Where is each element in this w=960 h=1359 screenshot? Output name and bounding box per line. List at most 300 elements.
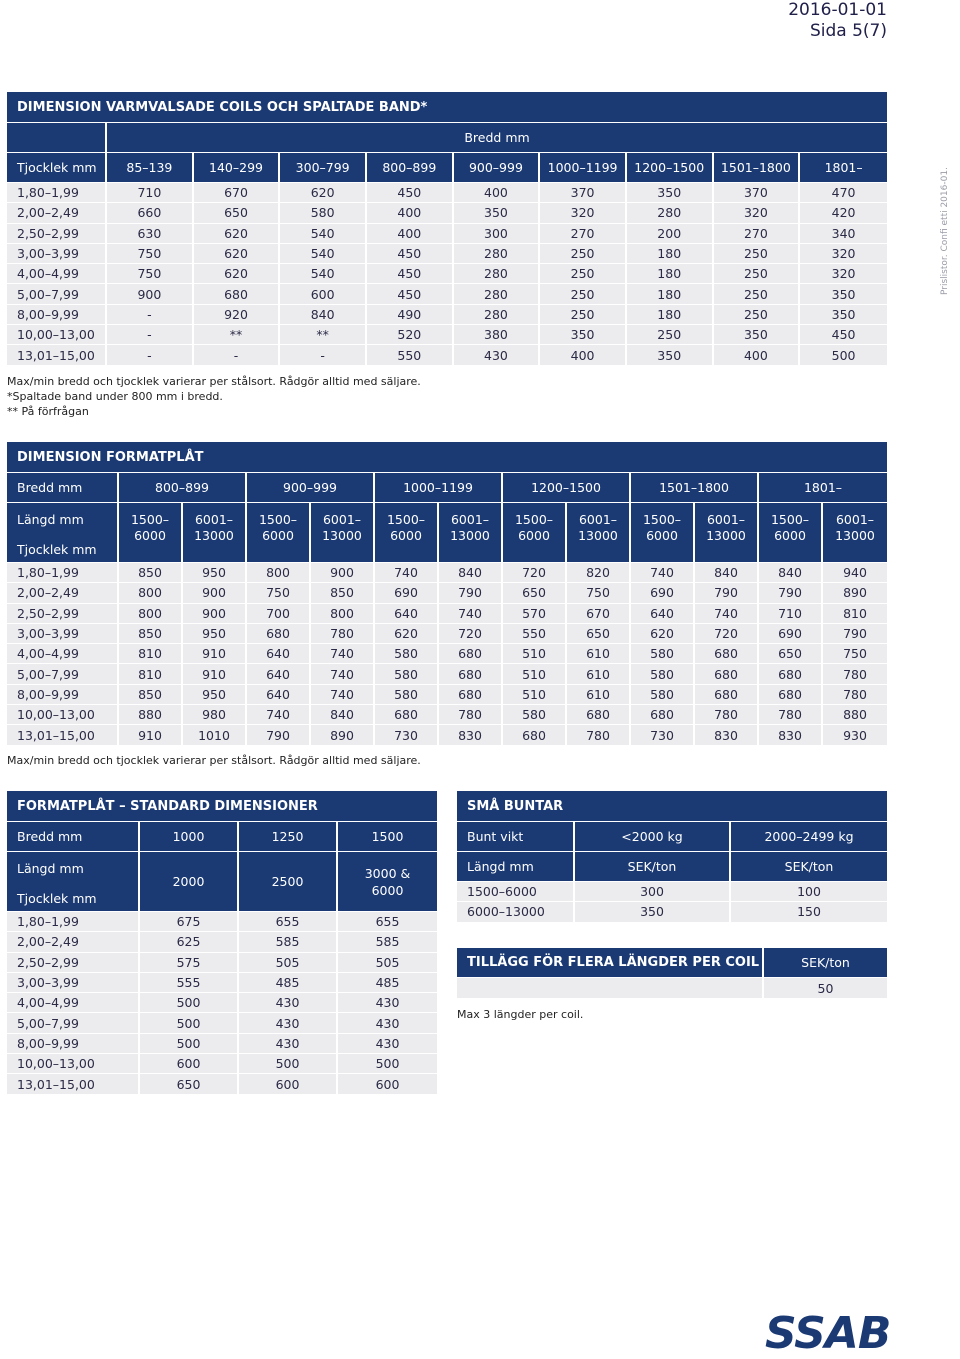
row-thickness: 2,00–2,49 — [7, 932, 140, 952]
sma-col: 2000–2499 kg — [731, 822, 887, 852]
table-cell: 630 — [107, 224, 194, 244]
table-cell: 790 — [247, 725, 311, 745]
coils-col-header: 800–899 — [367, 153, 454, 183]
table-cell: 270 — [540, 224, 627, 244]
table-cell: 350 — [800, 305, 887, 325]
row-length: 6000–13000 — [457, 902, 575, 922]
table-cell: 500 — [140, 1013, 239, 1033]
table-cell: 620 — [631, 624, 695, 644]
table-cell: 850 — [119, 563, 183, 583]
table-row — [7, 644, 887, 664]
row-thickness: 2,50–2,99 — [7, 604, 119, 624]
table-cell: 580 — [280, 203, 367, 223]
coils-col-header: 140–299 — [194, 153, 281, 183]
table-cell: ** — [194, 325, 281, 345]
table-cell: 550 — [503, 624, 567, 644]
coils-title: DIMENSION VARMVALSADE COILS OCH SPALTADE BAND* — [7, 92, 887, 122]
table-cell: 350 — [714, 325, 801, 345]
coils-col-header: 300–799 — [280, 153, 367, 183]
page-header — [788, 0, 887, 42]
table-row — [7, 953, 437, 973]
table-cell: 600 — [280, 284, 367, 304]
table-cell: 620 — [194, 264, 281, 284]
fp-bredd-group: 900–999 — [247, 473, 375, 503]
coils-note-2: *Spaltade band under 800 mm i bredd. — [7, 390, 223, 403]
table-cell: 730 — [631, 725, 695, 745]
fp-langd-col: 1500– 6000 — [631, 503, 695, 563]
table-row — [7, 1074, 437, 1094]
std-tjocklek-label: Tjocklek mm — [17, 891, 97, 906]
ssab-logo: SSAB — [765, 1308, 891, 1359]
table-cell: 100 — [731, 882, 887, 902]
table-row — [7, 345, 887, 365]
fp-langd-col: 6001– 13000 — [567, 503, 631, 563]
sma-bunt-label: Bunt vikt — [457, 822, 575, 852]
row-length: 1500–6000 — [457, 882, 575, 902]
table-cell: 680 — [695, 685, 759, 705]
table-cell: 300 — [454, 224, 541, 244]
table-cell: 280 — [454, 305, 541, 325]
table-cell: 880 — [119, 705, 183, 725]
fp-bredd-group: 1000–1199 — [375, 473, 503, 503]
table-cell: 180 — [627, 284, 714, 304]
table-cell: 900 — [183, 583, 247, 603]
table-cell: 150 — [731, 902, 887, 922]
table-row — [7, 664, 887, 684]
table-row — [457, 882, 887, 902]
till-value-row — [457, 978, 887, 999]
table-cell: 680 — [439, 644, 503, 664]
table-cell: - — [107, 345, 194, 365]
table-cell: 680 — [759, 664, 823, 684]
table-cell: 250 — [714, 284, 801, 304]
fp-bredd-group: 1501–1800 — [631, 473, 759, 503]
table-cell: 400 — [367, 203, 454, 223]
table-cell: 585 — [338, 932, 437, 952]
sma-langd-label: Längd mm — [457, 852, 575, 882]
table-cell: 740 — [695, 604, 759, 624]
table-cell: 540 — [280, 244, 367, 264]
table-cell: 470 — [800, 183, 887, 203]
table-cell: 350 — [454, 203, 541, 223]
fp-langd-col: 6001– 13000 — [439, 503, 503, 563]
side-text: Prislistor. Conﬁ etti 2016-01. — [940, 167, 950, 295]
table-row — [7, 305, 887, 325]
fp-langd-col: 1500– 6000 — [759, 503, 823, 563]
table-cell: 485 — [239, 973, 338, 993]
table-cell: 610 — [567, 644, 631, 664]
table-cell: 655 — [239, 912, 338, 932]
table-cell: 505 — [239, 953, 338, 973]
standard-title: FORMATPLÅT – STANDARD DIMENSIONER — [7, 791, 437, 821]
table-cell: 320 — [800, 264, 887, 284]
table-cell: 450 — [367, 264, 454, 284]
table-cell: 750 — [823, 644, 887, 664]
table-cell: 320 — [800, 244, 887, 264]
std-langd-col: 3000 & 6000 — [338, 852, 437, 912]
table-cell: 640 — [247, 664, 311, 684]
table-cell: 900 — [311, 563, 375, 583]
table-cell: 280 — [454, 284, 541, 304]
table-cell: 350 — [540, 325, 627, 345]
table-row — [7, 725, 887, 745]
fp-bredd-group: 1801– — [759, 473, 887, 503]
sma-unit: SEK/ton — [731, 852, 887, 882]
table-cell: 710 — [107, 183, 194, 203]
table-cell: 750 — [567, 583, 631, 603]
std-bredd-col: 1250 — [239, 822, 338, 852]
sma-col: <2000 kg — [575, 822, 731, 852]
sma-table — [457, 822, 887, 923]
table-cell: 620 — [194, 224, 281, 244]
table-row — [7, 183, 887, 203]
table-cell: 690 — [759, 624, 823, 644]
table-cell: 350 — [627, 345, 714, 365]
table-cell: 800 — [311, 604, 375, 624]
table-cell: 740 — [311, 664, 375, 684]
fp-langd-col: 1500– 6000 — [119, 503, 183, 563]
row-thickness: 3,00–3,99 — [7, 624, 119, 644]
table-cell: 790 — [695, 583, 759, 603]
table-row — [7, 583, 887, 603]
table-cell: 420 — [800, 203, 887, 223]
table-cell: 580 — [375, 664, 439, 684]
table-cell: 680 — [439, 664, 503, 684]
table-cell: 510 — [503, 644, 567, 664]
coils-col-header: 85–139 — [107, 153, 194, 183]
coils-col-header: 1200–1500 — [627, 153, 714, 183]
table-cell: 450 — [367, 244, 454, 264]
table-cell: 1010 — [183, 725, 247, 745]
table-cell: 500 — [140, 1034, 239, 1054]
table-cell: 575 — [140, 953, 239, 973]
table-cell: 600 — [338, 1074, 437, 1094]
coils-col-header: 1501–1800 — [714, 153, 801, 183]
table-cell: 680 — [503, 725, 567, 745]
table-cell: 710 — [759, 604, 823, 624]
table-cell: 740 — [311, 644, 375, 664]
sma-unit: SEK/ton — [575, 852, 731, 882]
table-row — [7, 325, 887, 345]
table-row — [7, 203, 887, 223]
table-cell: 850 — [311, 583, 375, 603]
table-cell: 620 — [194, 244, 281, 264]
table-cell: 680 — [759, 685, 823, 705]
table-cell: 730 — [375, 725, 439, 745]
table-cell: 670 — [194, 183, 281, 203]
table-cell: 910 — [183, 664, 247, 684]
table-cell: 780 — [695, 705, 759, 725]
table-cell: 450 — [367, 284, 454, 304]
table-cell: 810 — [823, 604, 887, 624]
header-date: 2016-01-01 — [788, 0, 887, 20]
table-row — [7, 563, 887, 583]
tillagg-title: TILLÄGG FÖR FLERA LÄNGDER PER COIL — [457, 948, 764, 978]
table-cell: 320 — [540, 203, 627, 223]
table-row — [7, 685, 887, 705]
table-cell: 580 — [375, 685, 439, 705]
row-thickness: 8,00–9,99 — [7, 305, 107, 325]
table-cell: 370 — [714, 183, 801, 203]
coils-tjocklek-label: Tjocklek mm — [7, 153, 107, 183]
row-thickness: 13,01–15,00 — [7, 345, 107, 365]
table-cell: 600 — [140, 1054, 239, 1074]
table-cell: 570 — [503, 604, 567, 624]
table-row — [7, 993, 437, 1013]
table-cell: - — [107, 325, 194, 345]
table-cell: 950 — [183, 624, 247, 644]
table-row — [7, 705, 887, 725]
fp-langd-col: 6001– 13000 — [695, 503, 759, 563]
row-thickness: 8,00–9,99 — [7, 1034, 140, 1054]
table-cell: 830 — [695, 725, 759, 745]
coils-table — [7, 123, 887, 366]
table-cell: 790 — [823, 624, 887, 644]
table-cell: 840 — [439, 563, 503, 583]
table-cell: 250 — [540, 244, 627, 264]
table-cell: 555 — [140, 973, 239, 993]
std-bredd-row — [7, 822, 437, 852]
table-cell: 600 — [239, 1074, 338, 1094]
fp-langd-col: 1500– 6000 — [375, 503, 439, 563]
table-cell: 380 — [454, 325, 541, 345]
table-cell: 430 — [239, 993, 338, 1013]
table-cell: 900 — [107, 284, 194, 304]
table-cell: 820 — [567, 563, 631, 583]
table-cell: 720 — [439, 624, 503, 644]
table-cell: 830 — [759, 725, 823, 745]
table-cell: 640 — [375, 604, 439, 624]
table-cell: 650 — [194, 203, 281, 223]
table-cell: 400 — [540, 345, 627, 365]
table-cell: 780 — [567, 725, 631, 745]
table-cell: 720 — [695, 624, 759, 644]
table-cell: 810 — [119, 664, 183, 684]
table-cell: 400 — [454, 183, 541, 203]
coils-header-row — [7, 153, 887, 183]
table-cell: 740 — [375, 563, 439, 583]
tillagg-table — [457, 948, 887, 999]
row-thickness: 10,00–13,00 — [7, 705, 119, 725]
fp-langd-label: Längd mm — [17, 512, 84, 527]
table-cell: 250 — [714, 244, 801, 264]
table-row — [7, 932, 437, 952]
std-bredd-col: 1000 — [140, 822, 239, 852]
table-cell: 740 — [439, 604, 503, 624]
std-langd-col: 2000 — [140, 852, 239, 912]
formatplat-title: DIMENSION FORMATPLÅT — [7, 442, 887, 472]
table-cell: 650 — [567, 624, 631, 644]
table-cell: 500 — [239, 1054, 338, 1074]
table-cell: 780 — [311, 624, 375, 644]
table-cell: 740 — [311, 685, 375, 705]
sma-langd-row — [457, 852, 887, 882]
fp-langd-tjocklek — [7, 503, 119, 563]
table-cell: 640 — [247, 685, 311, 705]
coils-bredd-row — [7, 123, 887, 153]
table-cell: 180 — [627, 264, 714, 284]
table-cell: 790 — [759, 583, 823, 603]
table-cell: 400 — [714, 345, 801, 365]
table-cell: 780 — [439, 705, 503, 725]
std-bredd-label: Bredd mm — [7, 822, 140, 852]
fp-tjocklek-label: Tjocklek mm — [17, 542, 97, 557]
table-cell: 840 — [695, 563, 759, 583]
row-thickness: 5,00–7,99 — [7, 664, 119, 684]
table-cell: 940 — [823, 563, 887, 583]
table-row — [7, 244, 887, 264]
table-cell: 280 — [627, 203, 714, 223]
table-cell: 180 — [627, 244, 714, 264]
table-cell: 850 — [119, 624, 183, 644]
coils-col-header: 1000–1199 — [540, 153, 627, 183]
table-cell: 250 — [540, 284, 627, 304]
table-cell: 200 — [627, 224, 714, 244]
till-header-row — [457, 948, 887, 978]
table-cell: 650 — [503, 583, 567, 603]
table-cell: 800 — [119, 583, 183, 603]
table-cell: 830 — [439, 725, 503, 745]
table-cell: 840 — [759, 563, 823, 583]
table-cell: 930 — [823, 725, 887, 745]
table-row — [7, 1054, 437, 1074]
fp-langd-col: 6001– 13000 — [311, 503, 375, 563]
table-cell: 340 — [800, 224, 887, 244]
table-cell: 350 — [575, 902, 731, 922]
table-row — [7, 1034, 437, 1054]
table-cell: 740 — [247, 705, 311, 725]
table-cell: 580 — [631, 644, 695, 664]
row-thickness: 10,00–13,00 — [7, 1054, 140, 1074]
row-thickness: 2,50–2,99 — [7, 953, 140, 973]
table-cell: 180 — [627, 305, 714, 325]
row-thickness: 8,00–9,99 — [7, 685, 119, 705]
table-row — [7, 224, 887, 244]
table-row — [7, 604, 887, 624]
table-cell: 640 — [631, 604, 695, 624]
table-cell: 890 — [823, 583, 887, 603]
coils-note-3: ** På förfrågan — [7, 405, 89, 418]
table-cell: 430 — [454, 345, 541, 365]
table-cell: 430 — [239, 1034, 338, 1054]
table-cell: 950 — [183, 685, 247, 705]
coils-col-header: 900–999 — [454, 153, 541, 183]
table-cell: 700 — [247, 604, 311, 624]
table-cell: 620 — [375, 624, 439, 644]
table-cell: 510 — [503, 685, 567, 705]
row-thickness: 4,00–4,99 — [7, 644, 119, 664]
formatplat-table — [7, 473, 887, 746]
table-cell: 680 — [247, 624, 311, 644]
sma-title: SMÅ BUNTAR — [457, 791, 887, 821]
row-thickness: 4,00–4,99 — [7, 264, 107, 284]
table-cell: 750 — [107, 244, 194, 264]
table-cell: 680 — [375, 705, 439, 725]
table-cell: 850 — [119, 685, 183, 705]
table-cell: 910 — [183, 644, 247, 664]
table-cell: 660 — [107, 203, 194, 223]
table-row — [7, 264, 887, 284]
table-cell: 430 — [338, 1034, 437, 1054]
row-thickness: 1,80–1,99 — [7, 183, 107, 203]
table-cell: 655 — [338, 912, 437, 932]
table-row — [7, 624, 887, 644]
table-cell: 430 — [338, 993, 437, 1013]
coils-notes — [7, 374, 421, 419]
table-cell: 540 — [280, 264, 367, 284]
table-cell: 750 — [247, 583, 311, 603]
fp-bredd-label: Bredd mm — [7, 473, 119, 503]
row-thickness: 5,00–7,99 — [7, 1013, 140, 1033]
formatplat-note: Max/min bredd och tjocklek varierar per stålsort. Rådgör alltid med säljare. — [7, 754, 421, 767]
table-cell: 500 — [140, 993, 239, 1013]
row-thickness: 5,00–7,99 — [7, 284, 107, 304]
table-cell: - — [194, 345, 281, 365]
row-thickness: 2,00–2,49 — [7, 583, 119, 603]
table-cell: 800 — [247, 563, 311, 583]
table-cell: 350 — [800, 284, 887, 304]
table-cell: 270 — [714, 224, 801, 244]
table-cell: 780 — [759, 705, 823, 725]
table-cell: 680 — [439, 685, 503, 705]
tillagg-value: 50 — [764, 978, 887, 999]
table-cell: 625 — [140, 932, 239, 952]
table-cell: 890 — [311, 725, 375, 745]
table-cell: 430 — [338, 1013, 437, 1033]
table-cell: 400 — [367, 224, 454, 244]
table-cell: 620 — [280, 183, 367, 203]
table-cell: 500 — [800, 345, 887, 365]
table-cell: 640 — [247, 644, 311, 664]
header-page: Sida 5(7) — [809, 21, 887, 41]
table-cell: 650 — [140, 1074, 239, 1094]
table-cell: 580 — [631, 664, 695, 684]
table-row — [7, 912, 437, 932]
table-cell: 580 — [631, 685, 695, 705]
table-cell: 430 — [239, 1013, 338, 1033]
std-langd-label: Längd mm — [17, 861, 84, 876]
row-thickness: 13,01–15,00 — [7, 725, 119, 745]
fp-langd-col: 1500– 6000 — [247, 503, 311, 563]
row-thickness: 1,80–1,99 — [7, 912, 140, 932]
row-thickness: 13,01–15,00 — [7, 1074, 140, 1094]
table-cell: 840 — [311, 705, 375, 725]
std-bredd-col: 1500 — [338, 822, 437, 852]
row-thickness: 4,00–4,99 — [7, 993, 140, 1013]
table-cell: 690 — [375, 583, 439, 603]
table-cell: 520 — [367, 325, 454, 345]
table-cell: 810 — [119, 644, 183, 664]
table-cell: 250 — [714, 305, 801, 325]
table-cell: 500 — [338, 1054, 437, 1074]
table-cell: 910 — [119, 725, 183, 745]
table-cell: 800 — [119, 604, 183, 624]
tillagg-empty — [457, 978, 764, 999]
table-cell: 580 — [375, 644, 439, 664]
table-cell: 610 — [567, 685, 631, 705]
table-cell: 740 — [631, 563, 695, 583]
row-thickness: 1,80–1,99 — [7, 563, 119, 583]
std-langd-tjocklek — [7, 852, 140, 912]
row-thickness: 3,00–3,99 — [7, 244, 107, 264]
table-cell: 280 — [454, 244, 541, 264]
fp-langd-row — [7, 503, 887, 563]
fp-bredd-group: 1200–1500 — [503, 473, 631, 503]
table-cell: 680 — [695, 644, 759, 664]
table-cell: 280 — [454, 264, 541, 284]
table-cell: 980 — [183, 705, 247, 725]
fp-langd-col: 1500– 6000 — [503, 503, 567, 563]
